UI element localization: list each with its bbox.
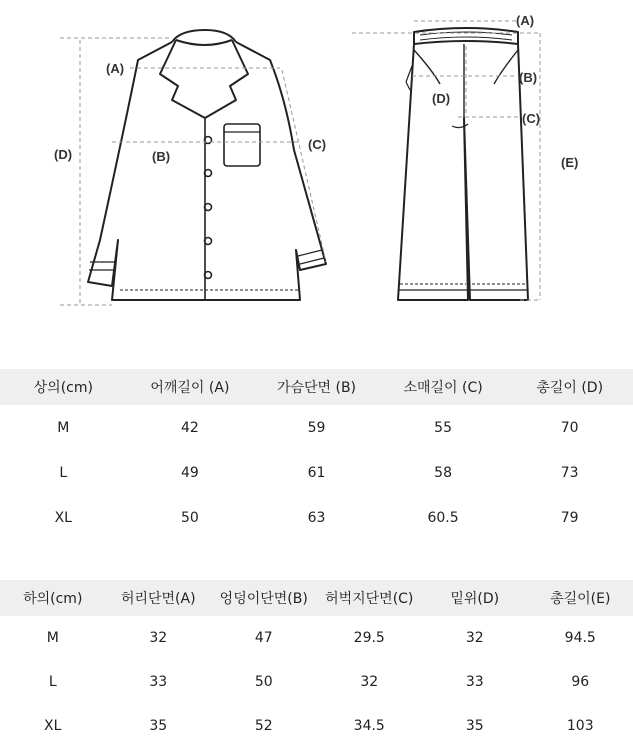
header-cell: 가슴단면 (B) — [253, 369, 380, 405]
header-cell: 엉덩이단면(B) — [211, 580, 317, 616]
table-row — [0, 495, 633, 540]
table-row — [0, 405, 633, 450]
value-cell: 32 — [317, 660, 423, 704]
value-cell: 29.5 — [317, 616, 423, 660]
shirt-label-b: (B) — [152, 149, 170, 164]
pants-label-b: (B) — [519, 70, 537, 85]
pants-label-e: (E) — [561, 155, 578, 170]
value-cell: 33 — [106, 660, 212, 704]
header-cell: 소매길이 (C) — [380, 369, 507, 405]
value-cell: 50 — [127, 495, 254, 540]
value-cell: 35 — [106, 704, 212, 748]
value-cell: 79 — [506, 495, 633, 540]
pants-label-d: (D) — [432, 91, 450, 106]
value-cell: 32 — [422, 616, 528, 660]
value-cell: 50 — [211, 660, 317, 704]
value-cell: 70 — [506, 405, 633, 450]
table-row — [0, 704, 633, 748]
bottom-size-table — [0, 580, 633, 748]
shirt-label-a: (A) — [106, 61, 124, 76]
header-cell: 어깨길이 (A) — [127, 369, 254, 405]
value-cell: 59 — [253, 405, 380, 450]
shirt-label-d: (D) — [54, 147, 72, 162]
measurement-diagram — [0, 0, 633, 330]
pants-label-a: (A) — [516, 13, 534, 28]
header-cell: 총길이(E) — [528, 580, 633, 616]
size-cell: M — [0, 616, 106, 660]
shirt-label-c: (C) — [308, 137, 326, 152]
table-row — [0, 450, 633, 495]
top-size-table — [0, 369, 633, 540]
table-row — [0, 660, 633, 704]
value-cell: 33 — [422, 660, 528, 704]
value-cell: 34.5 — [317, 704, 423, 748]
header-cell: 허벅지단면(C) — [317, 580, 423, 616]
size-cell: L — [0, 660, 106, 704]
value-cell: 47 — [211, 616, 317, 660]
value-cell: 60.5 — [380, 495, 507, 540]
header-cell: 상의(cm) — [0, 369, 127, 405]
value-cell: 61 — [253, 450, 380, 495]
table-header-row — [0, 580, 633, 616]
value-cell: 96 — [528, 660, 633, 704]
value-cell: 52 — [211, 704, 317, 748]
table-header-row — [0, 369, 633, 405]
header-cell: 총길이 (D) — [506, 369, 633, 405]
table-row — [0, 616, 633, 660]
pants-illustration — [398, 28, 528, 300]
size-cell: XL — [0, 704, 106, 748]
size-cell: M — [0, 405, 127, 450]
value-cell: 49 — [127, 450, 254, 495]
value-cell: 58 — [380, 450, 507, 495]
header-cell: 하의(cm) — [0, 580, 106, 616]
value-cell: 63 — [253, 495, 380, 540]
size-cell: XL — [0, 495, 127, 540]
header-cell: 밑위(D) — [422, 580, 528, 616]
value-cell: 32 — [106, 616, 212, 660]
value-cell: 42 — [127, 405, 254, 450]
value-cell: 94.5 — [528, 616, 633, 660]
value-cell: 103 — [528, 704, 633, 748]
pants-label-c: (C) — [522, 111, 540, 126]
size-cell: L — [0, 450, 127, 495]
value-cell: 55 — [380, 405, 507, 450]
shirt-measure-lines — [60, 38, 326, 305]
value-cell: 35 — [422, 704, 528, 748]
value-cell: 73 — [506, 450, 633, 495]
pants-measure-lines — [352, 21, 540, 300]
header-cell: 허리단면(A) — [106, 580, 212, 616]
